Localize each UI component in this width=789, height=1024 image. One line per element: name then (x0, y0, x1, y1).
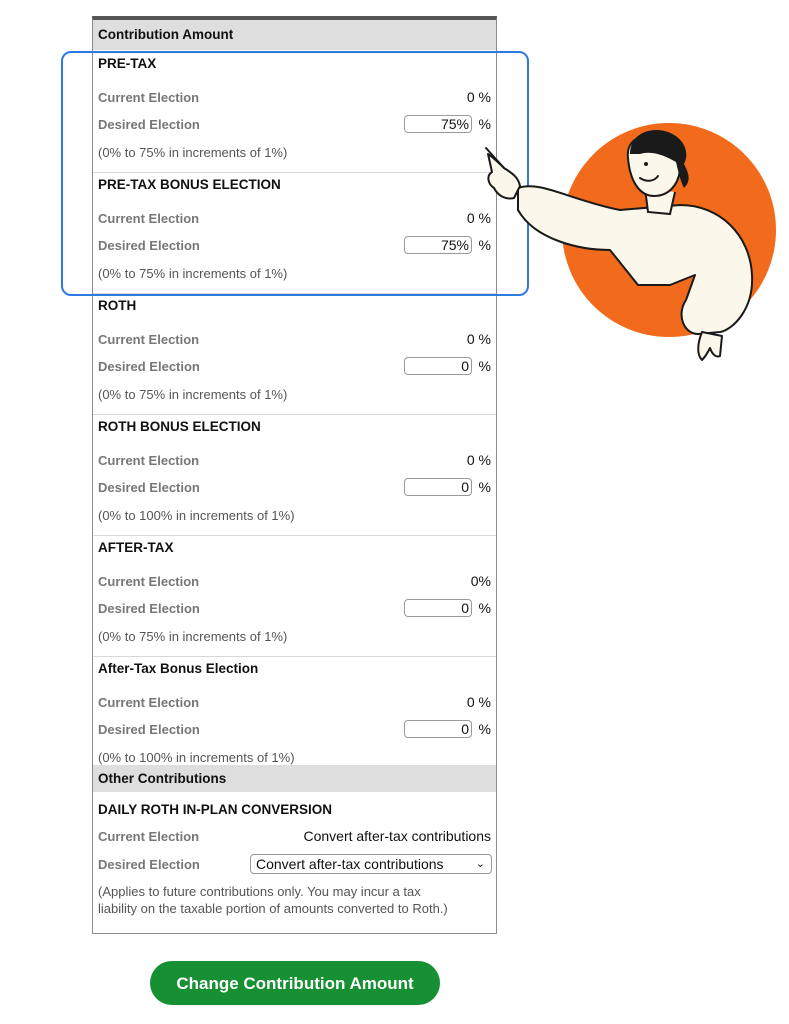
conversion-note-line1: (Applies to future contributions only. You may incur a tax (98, 884, 421, 899)
desired-election-label: Desired Election (98, 117, 200, 132)
pre-tax-bonus-desired-input[interactable]: 75% (404, 236, 472, 254)
pre-tax-desired-input[interactable]: 75% (404, 115, 472, 133)
section-after-tax (93, 540, 496, 657)
percent-sign: % (478, 600, 491, 616)
range-note: (0% to 75% in increments of 1%) (98, 266, 288, 281)
section-roth-bonus (93, 419, 496, 536)
range-note: (0% to 75% in increments of 1%) (98, 629, 288, 644)
section-daily-roth-conversion (93, 802, 496, 932)
range-note: (0% to 100% in increments of 1%) (98, 750, 295, 765)
current-election-label: Current Election (98, 211, 200, 226)
section-after-tax-bonus (93, 661, 496, 765)
desired-election-label: Desired Election (98, 359, 200, 374)
desired-election-label: Desired Election (98, 601, 200, 616)
percent-sign: % (478, 479, 491, 495)
range-note: (0% to 100% in increments of 1%) (98, 508, 295, 523)
section-title: ROTH (98, 298, 137, 313)
section-title: PRE-TAX BONUS ELECTION (98, 177, 281, 192)
current-election-value: 0 % (466, 452, 491, 468)
contribution-amount-header: Contribution Amount (93, 20, 496, 50)
section-title: After-Tax Bonus Election (98, 661, 259, 676)
percent-sign: % (478, 116, 491, 132)
section-title: AFTER-TAX (98, 540, 174, 555)
current-election-label: Current Election (98, 90, 200, 105)
current-election-value: 0% (470, 573, 491, 589)
percent-sign: % (478, 237, 491, 253)
current-election-value: 0 % (466, 89, 491, 105)
chevron-down-icon: ⌄ (475, 858, 485, 870)
after-tax-desired-input[interactable]: 0 (404, 599, 472, 617)
pointing-person-illustration (470, 110, 789, 380)
current-election-label: Current Election (98, 332, 200, 347)
range-note: (0% to 75% in increments of 1%) (98, 387, 288, 402)
conversion-note-line2: liability on the taxable portion of amounts converted to Roth.) (98, 901, 448, 916)
range-note: (0% to 75% in increments of 1%) (98, 145, 288, 160)
conversion-select-value: Convert after-tax contributions (256, 856, 444, 872)
section-roth (93, 298, 496, 415)
desired-election-label: Desired Election (98, 857, 200, 872)
after-tax-bonus-desired-input[interactable]: 0 (404, 720, 472, 738)
highlight-box (61, 51, 529, 296)
section-title: ROTH BONUS ELECTION (98, 419, 261, 434)
section-title: DAILY ROTH IN-PLAN CONVERSION (98, 802, 333, 817)
desired-election-label: Desired Election (98, 238, 200, 253)
percent-sign: % (478, 721, 491, 737)
percent-sign: % (478, 358, 491, 374)
desired-election-label: Desired Election (98, 722, 200, 737)
current-election-label: Current Election (98, 829, 200, 844)
current-election-value: 0 % (466, 694, 491, 710)
other-contributions-header: Other Contributions (93, 765, 496, 792)
change-contribution-button[interactable]: Change Contribution Amount (150, 961, 440, 1005)
desired-election-label: Desired Election (98, 480, 200, 495)
conversion-select[interactable] (250, 854, 492, 874)
current-election-label: Current Election (98, 453, 200, 468)
roth-desired-input[interactable]: 0 (404, 357, 472, 375)
section-title: PRE-TAX (98, 56, 157, 71)
current-election-label: Current Election (98, 574, 200, 589)
current-election-value: Convert after-tax contributions (303, 828, 491, 844)
roth-bonus-desired-input[interactable]: 0 (404, 478, 472, 496)
current-election-value: 0 % (466, 331, 491, 347)
current-election-label: Current Election (98, 695, 200, 710)
current-election-value: 0 % (466, 210, 491, 226)
